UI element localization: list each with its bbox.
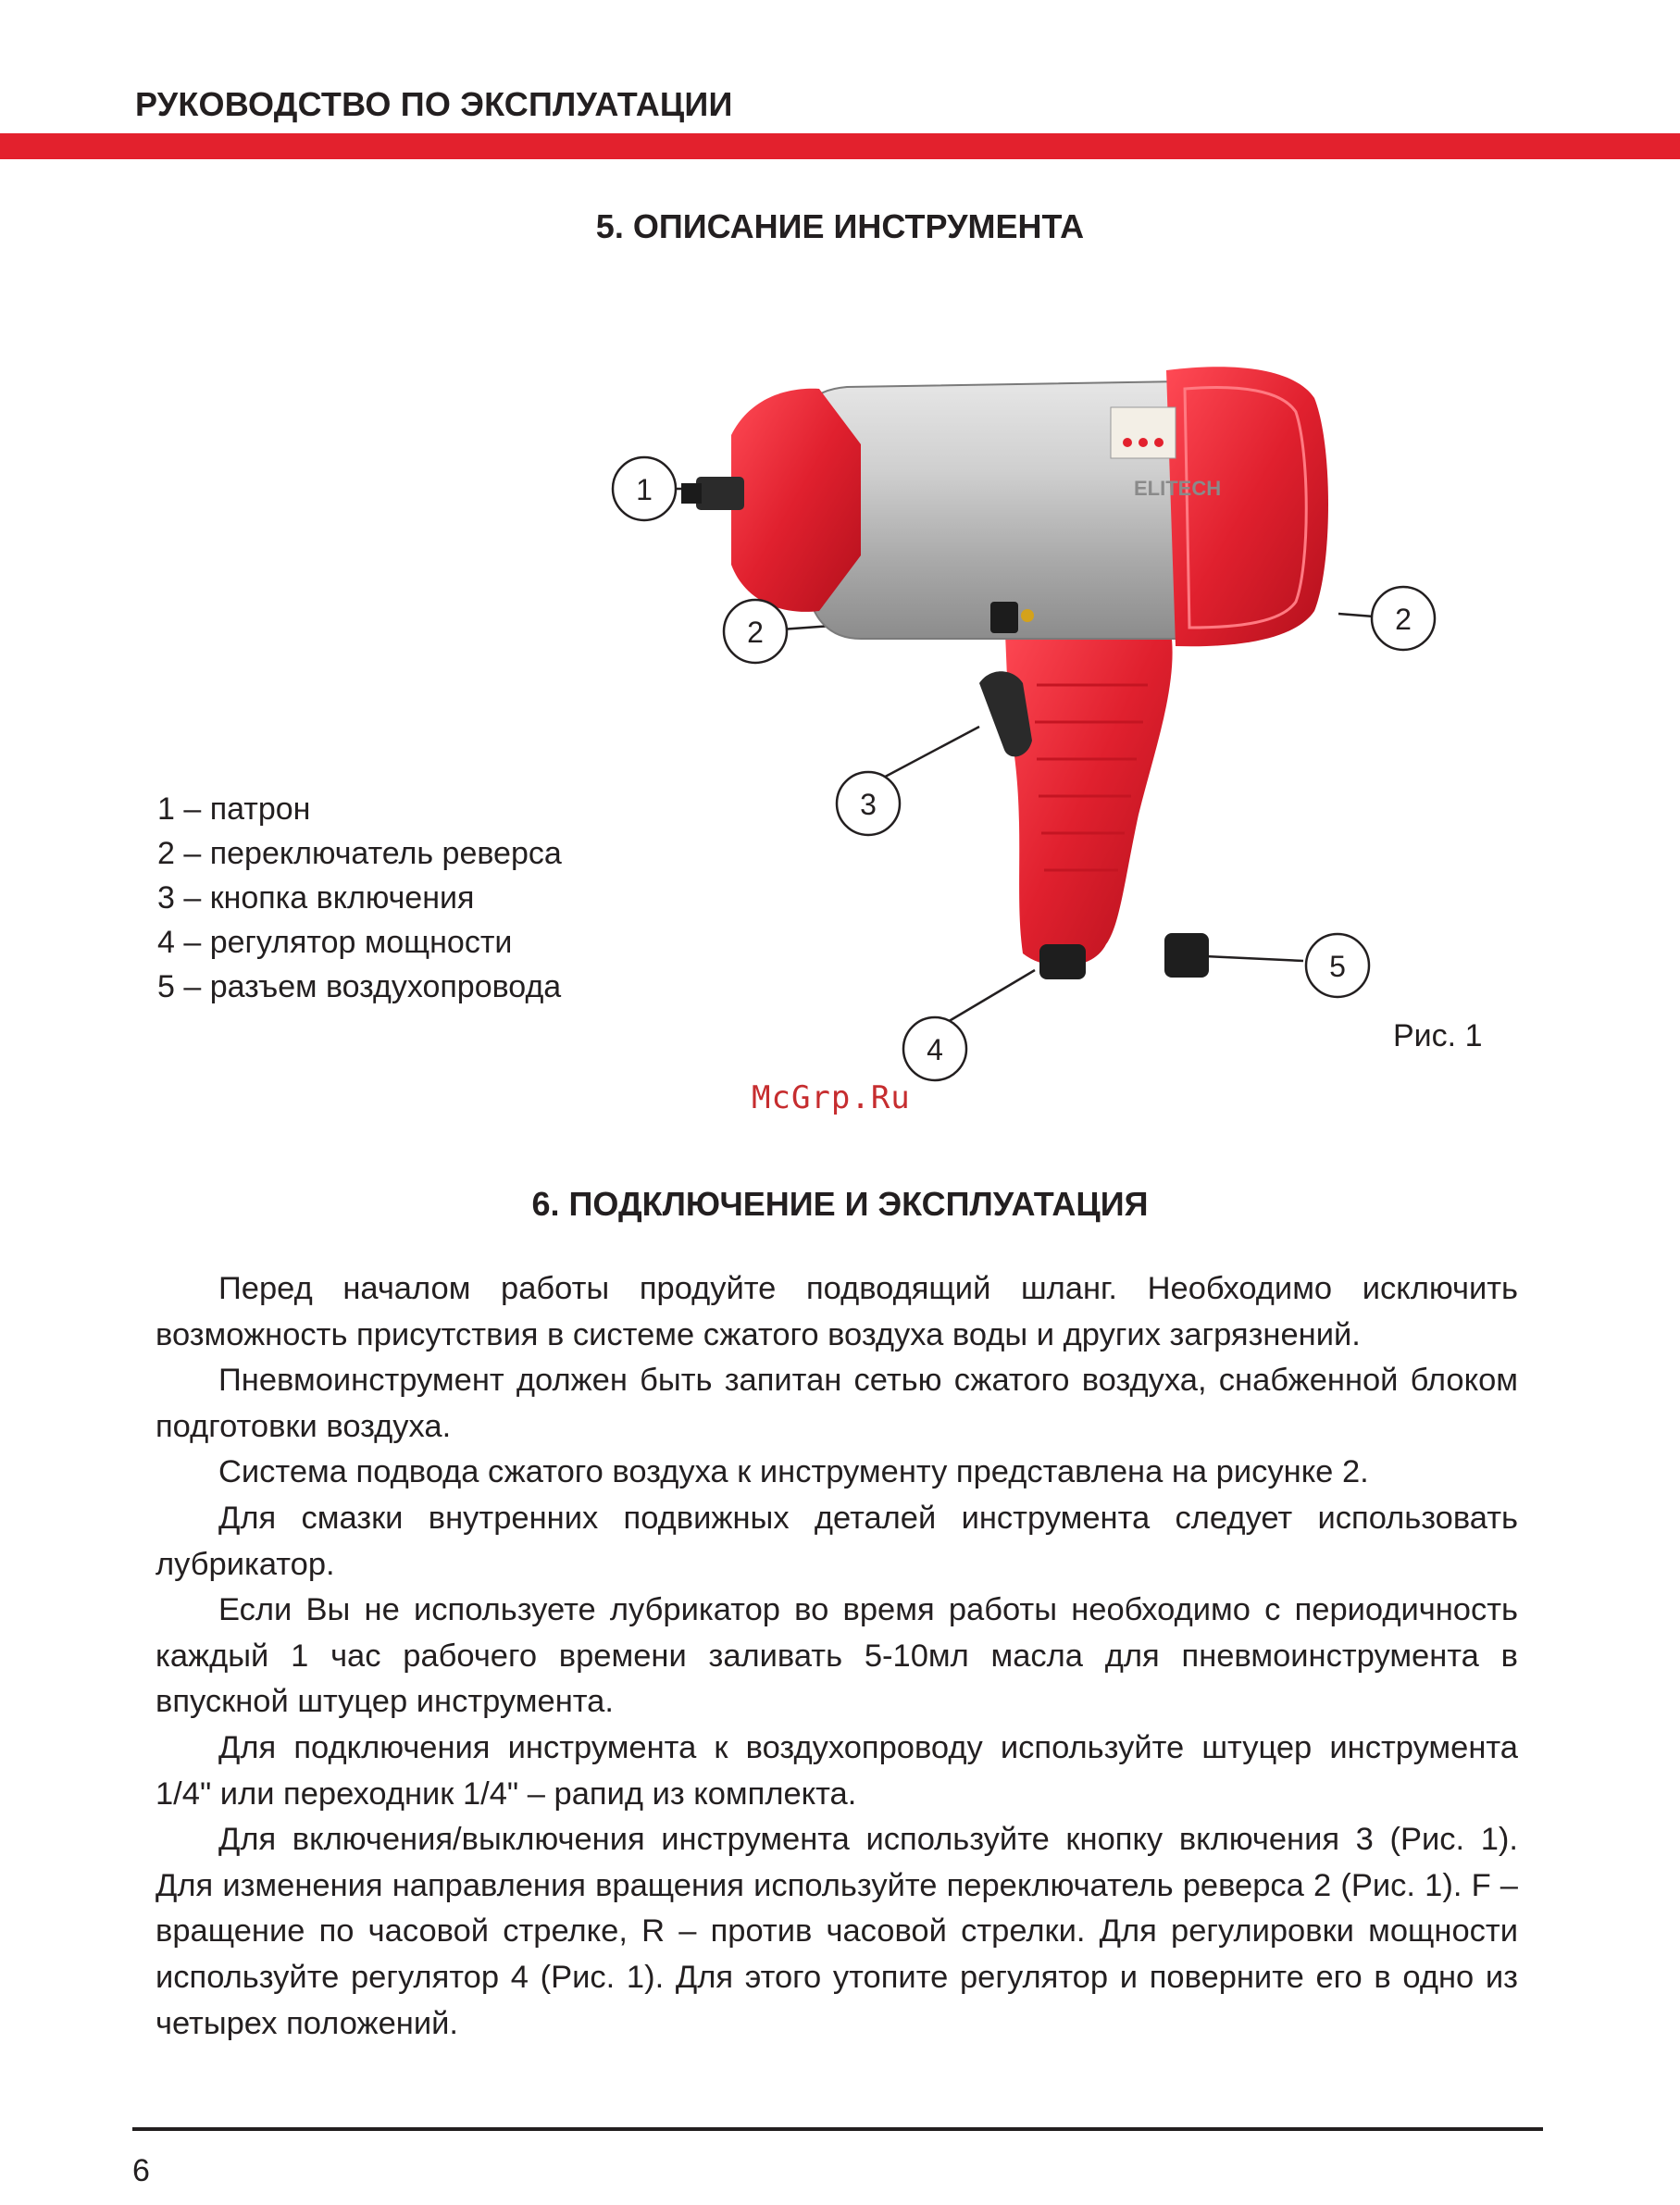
paragraph: Перед началом работы продуйте подводящий шланг. Необходимо исключить возможность присутствия в системе сжатого воздуха воды и других загрязнений. xyxy=(156,1271,1518,1352)
rear-boot xyxy=(1166,367,1328,646)
air-inlet xyxy=(1164,933,1209,978)
paragraph: Для смазки внутренних подвижных деталей инструмента следует использовать лубрикатор. xyxy=(156,1500,1518,1582)
warning-label xyxy=(1111,407,1176,458)
anvil xyxy=(696,477,744,510)
legend-item: 5 – разъем воздухопровода xyxy=(157,969,562,1004)
legend-item: 3 – кнопка включения xyxy=(157,880,475,916)
paragraph: Пневмоинструмент должен быть запитан сетью сжатого воздуха, снабженной блоком подготовки воздуха. xyxy=(156,1363,1518,1444)
footer-rule xyxy=(132,2127,1543,2131)
callout-2-left-label: 2 xyxy=(747,616,764,649)
paragraph: Для подключения инструмента к воздухопроводу используйте штуцер инструмента 1/4" или переходник 1/4" – рапид из комплекта. xyxy=(156,1729,1518,1812)
paragraph: Если Вы не используете лубрикатор во время работы необходимо с периодичность каждый 1 час рабочего времени заливать 5-10мл масла для пневмоинструмента в впускной штуцер инструмента. xyxy=(156,1592,1518,1720)
front-nose xyxy=(731,389,861,612)
reverse-switch xyxy=(990,602,1018,633)
legend xyxy=(157,787,562,1009)
handle xyxy=(1004,611,1173,966)
page-number: 6 xyxy=(132,2153,150,2188)
paragraph: Система подвода сжатого воздуха к инструменту представлена на рисунке 2. xyxy=(218,1454,1369,1490)
paragraph: Для включения/выключения инструмента используйте кнопку включения 3 (Рис. 1). Для изменения направления вращения используйте переключатель реверса 2 (Рис. 1). F – вращение по часовой стрелке, R – против часовой стрелки. Для регулировки мощности используйте регулятор 4 (Рис. 1). Для этого утопите регулятор и поверните его в одно из четырех положений. xyxy=(156,1822,1518,2041)
callout-4-label: 4 xyxy=(927,1033,943,1066)
callout-2-right-label: 2 xyxy=(1395,603,1412,636)
legend-item: 2 – переключатель реверса xyxy=(157,836,562,871)
callout-5-label: 5 xyxy=(1329,950,1346,983)
brand-emboss: ELITECH xyxy=(1134,477,1222,500)
section-6-title: 6. ПОДКЛЮЧЕНИЕ И ЭКСПЛУАТАЦИЯ xyxy=(531,1185,1149,1223)
header-title: РУКОВОДСТВО ПО ЭКСПЛУАТАЦИИ xyxy=(135,85,733,123)
header-bar xyxy=(0,133,1680,159)
callout-1-label: 1 xyxy=(636,473,653,506)
impact-wrench-figure xyxy=(592,333,1472,1102)
figure-caption: Рис. 1 xyxy=(1393,1018,1483,1053)
section-5-title: 5. ОПИСАНИЕ ИНСТРУМЕНТА xyxy=(595,207,1085,245)
power-regulator xyxy=(1039,944,1086,979)
callout-3-label: 3 xyxy=(860,788,877,821)
body-text xyxy=(156,1266,1518,2047)
legend-item: 4 – регулятор мощности xyxy=(157,925,513,960)
watermark: McGrp.Ru xyxy=(752,1079,911,1116)
legend-item: 1 – патрон xyxy=(157,791,311,827)
